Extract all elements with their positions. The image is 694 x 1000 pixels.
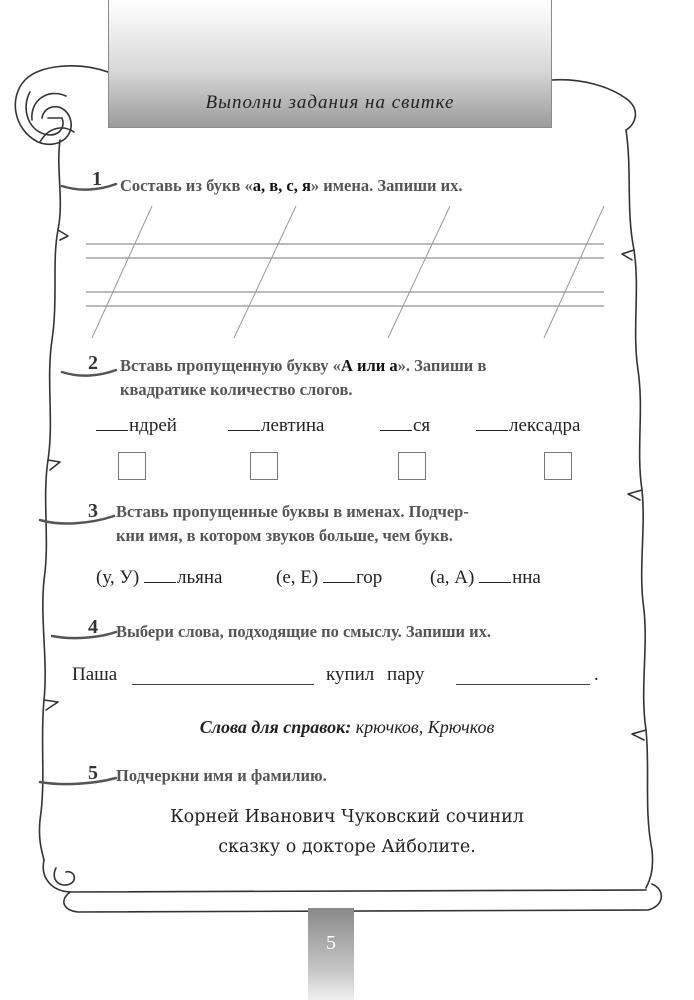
word-text: левтина (261, 415, 325, 436)
task-5-text: Подчеркни имя и фамилию. (116, 766, 327, 785)
task-2-text-line2: квадратике количество слогов. (120, 380, 353, 399)
task-5-sentence-line-2: сказку о докторе Айболите. (218, 837, 476, 857)
reference-words (0, 717, 694, 738)
blank-line[interactable] (228, 416, 260, 431)
task-2-number: 2 (88, 352, 98, 374)
task-2-word-2 (228, 415, 325, 437)
task-3-item-2 (276, 567, 382, 589)
hint-text: (е, Е) (276, 567, 319, 588)
task-1-text-post: » имена. Запиши их. (310, 176, 463, 195)
task-3-text-line1: Вставь пропущенные буквы в именах. Подчер- (116, 502, 469, 521)
task-2-text-post: ». Запиши в (397, 356, 487, 375)
blank-line[interactable] (144, 568, 176, 583)
task-4-text: Выбери слова, подходящие по смыслу. Запиши их. (116, 622, 492, 641)
task-2-word-4 (476, 415, 580, 437)
task-3-item-1 (96, 567, 222, 589)
task-4-answer-line-2[interactable] (456, 684, 590, 685)
syllable-box-4[interactable] (544, 452, 572, 480)
reference-label: Слова для справок: (199, 717, 352, 737)
page-title: Выполни задания на свитке (205, 92, 455, 113)
word-text: ндрей (129, 415, 177, 436)
blank-line[interactable] (96, 416, 128, 431)
syllable-box-1[interactable] (118, 452, 146, 480)
task-2-word-1 (96, 415, 177, 437)
blank-line[interactable] (479, 568, 511, 583)
task-2-letters: А или а (340, 356, 398, 375)
word-text: лексадра (509, 415, 581, 436)
task-4-sentence-mid: купил пару (326, 664, 425, 685)
task-1-text-pre: Составь из букв « (120, 176, 253, 195)
blank-line[interactable] (476, 416, 508, 431)
word-text: ся (413, 415, 431, 436)
blank-line[interactable] (380, 416, 412, 431)
task-3-number: 3 (88, 500, 98, 522)
blank-line[interactable] (323, 568, 355, 583)
task-3-text-line2: кни имя, в котором звуков больше, чем букв. (116, 526, 453, 545)
task-2-text (120, 354, 486, 402)
task-3-text (116, 500, 469, 548)
task-5-sentence-line-1: Корней Иванович Чуковский сочинил (170, 807, 524, 827)
syllable-box-3[interactable] (398, 452, 426, 480)
hint-text: (а, А) (430, 567, 475, 588)
task-2-text-pre: Вставь пропущенную букву « (120, 356, 341, 375)
task-4-sentence-start: Паша (72, 664, 118, 685)
task-5-number: 5 (88, 762, 98, 784)
page-number: 5 (326, 932, 336, 954)
reference-list: крючков, Крючков (355, 717, 495, 737)
word-text: льяна (176, 567, 223, 588)
task-4-number: 4 (88, 616, 98, 638)
word-text: гор (355, 567, 383, 588)
task-4-answer-line-1[interactable] (132, 684, 314, 685)
task-1-letters: а, в, с, я (252, 176, 311, 195)
syllable-box-2[interactable] (250, 452, 278, 480)
task-1-text (120, 174, 463, 198)
task-3-item-3 (430, 567, 541, 589)
hint-text: (у, У) (96, 567, 140, 588)
task-1-number: 1 (92, 168, 102, 190)
word-text: нна (512, 567, 541, 588)
task-2-word-3 (380, 415, 430, 437)
task-4-sentence-end: . (594, 664, 599, 685)
